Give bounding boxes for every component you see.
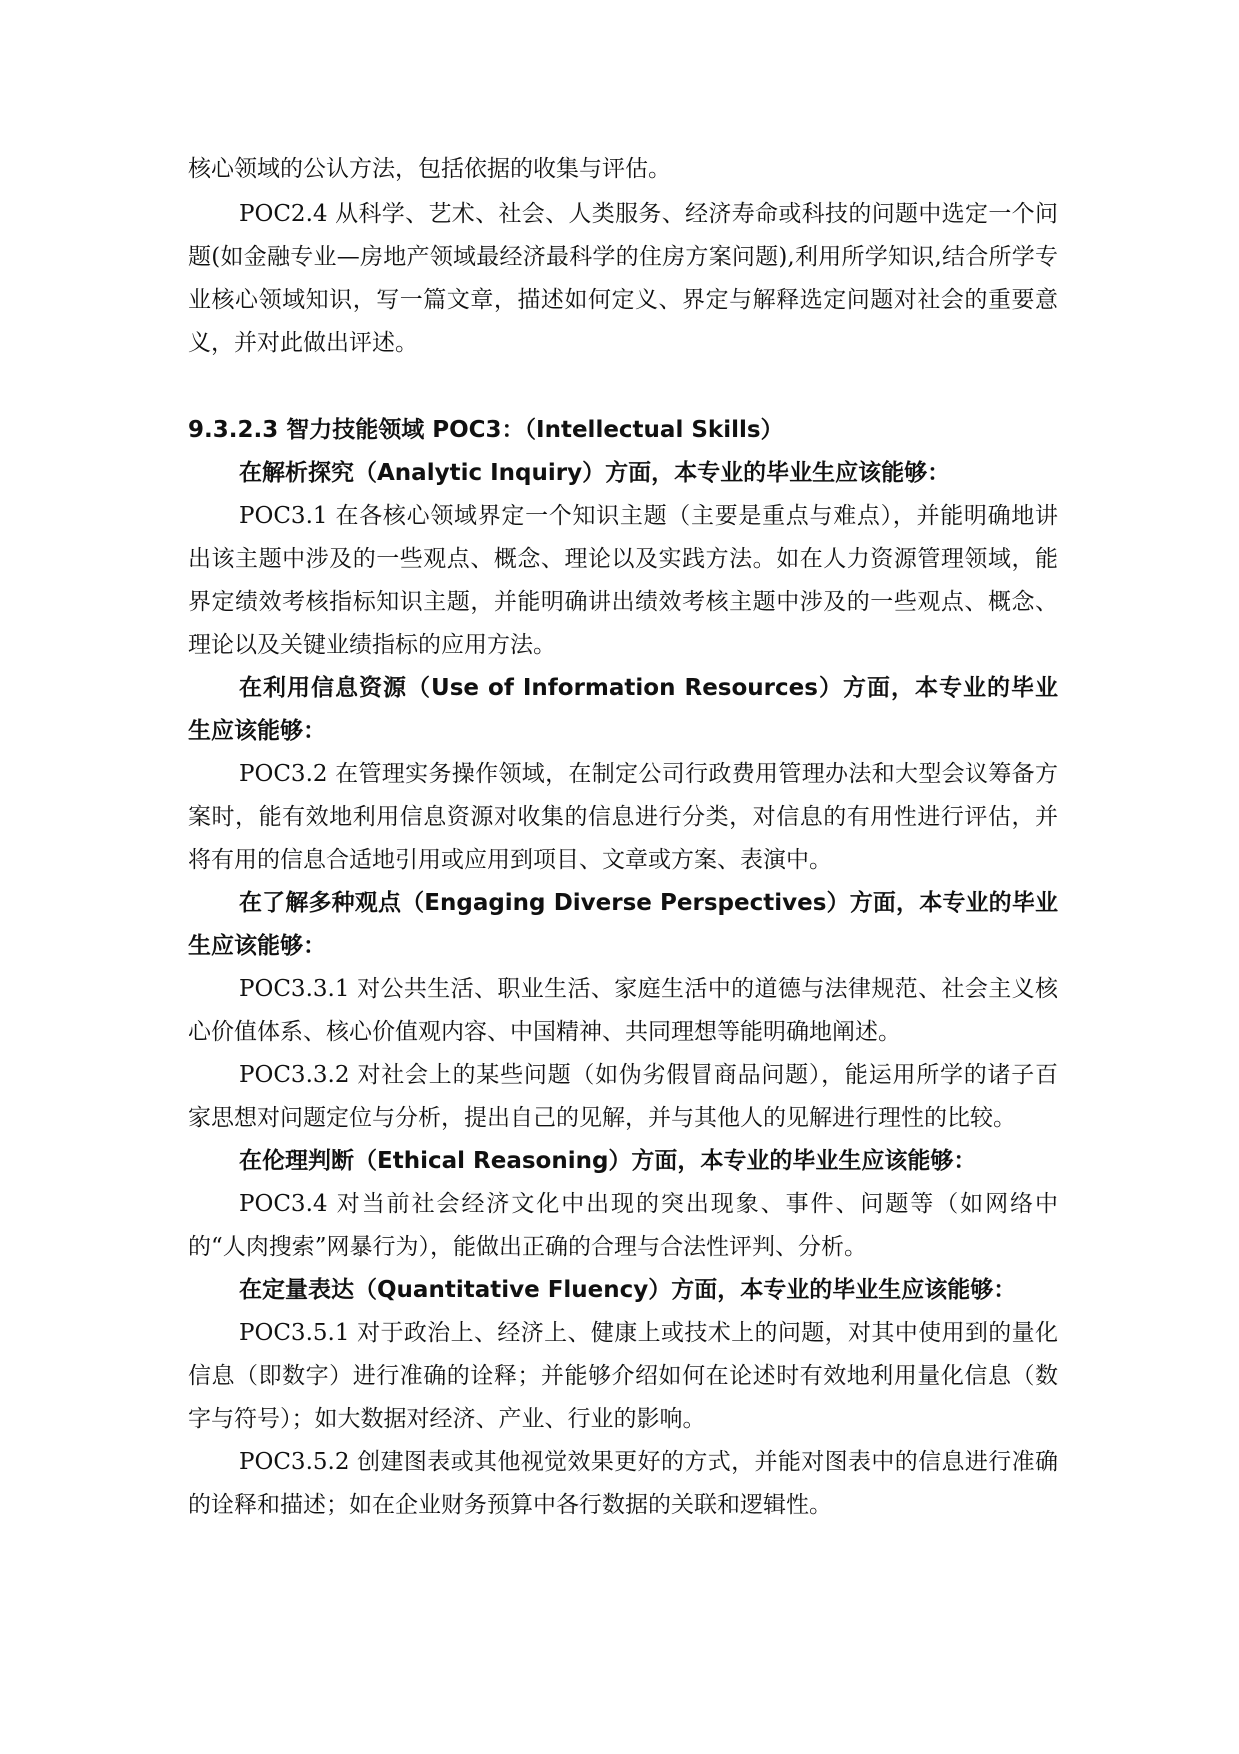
quantitative-fluency-lead: 在定量表达（Quantitative Fluency）方面，本专业的毕业生应该能够： xyxy=(239,1277,1017,1303)
poc-3-4-paragraph: POC3.4 对当前社会经济文化中出现的突出现象、事件、问题等（如网络中的“人肉搜索”网暴行为），能做出正确的合理与合法性评判、分析。 xyxy=(188,1191,1058,1260)
poc-3-1-paragraph: POC3.1 在各核心领域界定一个知识主题（主要是重点与难点），并能明确地讲出该主题中涉及的一些观点、概念、理论以及实践方法。如在人力资源管理领域，能界定绩效考核指标知识主题，并能明确讲出绩效考核主题中涉及的一些观点、概念、理论以及关键业绩指标的应用方法。 xyxy=(188,503,1058,658)
information-resources-lead: 在利用信息资源（Use of Information Resources）方面，本专业的毕业生应该能够： xyxy=(188,675,1058,744)
poc-3-2-paragraph: POC3.2 在管理实务操作领域，在制定公司行政费用管理办法和大型会议筹备方案时，能有效地利用信息资源对收集的信息进行分类，对信息的有用性进行评估，并将有用的信息合适地引用或应用到项目、文章或方案、表演中。 xyxy=(188,761,1058,873)
ethical-reasoning-lead: 在伦理判断（Ethical Reasoning）方面，本专业的毕业生应该能够： xyxy=(239,1148,977,1174)
diverse-perspectives-lead: 在了解多种观点（Engaging Diverse Perspectives）方面，本专业的毕业生应该能够： xyxy=(188,890,1058,959)
poc-2-4-paragraph: POC2.4 从科学、艺术、社会、人类服务、经济寿命或科技的问题中选定一个问题(如金融专业—房地产领域最经济最科学的住房方案问题),利用所学知识,结合所学专业核心领域知识，写一篇文章，描述如何定义、界定与解释选定问题对社会的重要意义，并对此做出评述。 xyxy=(188,201,1058,356)
intro-tail-paragraph: 核心领域的公认方法，包括依据的收集与评估。 xyxy=(188,156,671,182)
analytic-inquiry-lead: 在解析探究（Analytic Inquiry）方面，本专业的毕业生应该能够： xyxy=(239,460,951,486)
poc-3-3-2-paragraph: POC3.3.2 对社会上的某些问题（如伪劣假冒商品问题），能运用所学的诸子百家思想对问题定位与分析，提出自己的见解，并与其他人的见解进行理性的比较。 xyxy=(188,1062,1058,1131)
poc-3-5-1-paragraph: POC3.5.1 对于政治上、经济上、健康上或技术上的问题，对其中使用到的量化信息（即数字）进行准确的诠释；并能够介绍如何在论述时有效地利用量化信息（数字与符号）；如大数据对经济、产业、行业的影响。 xyxy=(188,1320,1058,1432)
document-body xyxy=(188,148,1058,1527)
poc-3-3-1-paragraph: POC3.3.1 对公共生活、职业生活、家庭生活中的道德与法律规范、社会主义核心价值体系、核心价值观内容、中国精神、共同理想等能明确地阐述。 xyxy=(188,976,1058,1045)
section-heading: 9.3.2.3 智力技能领域 POC3：（Intellectual Skills） xyxy=(188,417,784,443)
poc-3-5-2-paragraph: POC3.5.2 创建图表或其他视觉效果更好的方式，并能对图表中的信息进行准确的诠释和描述；如在企业财务预算中各行数据的关联和逻辑性。 xyxy=(188,1449,1058,1518)
